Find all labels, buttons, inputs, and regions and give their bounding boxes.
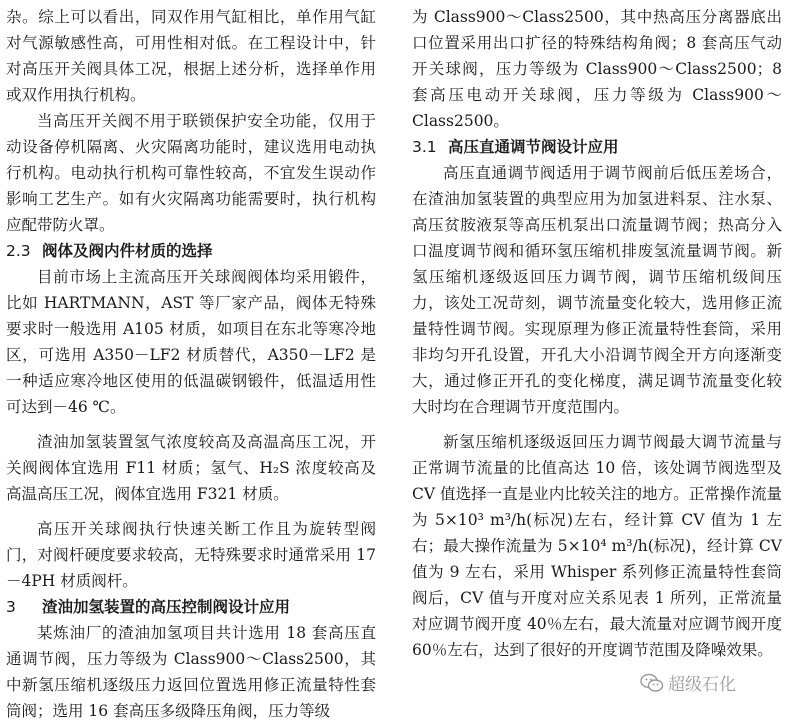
paragraph: 某炼油厂的渣油加氢项目共计选用 18 套高压直通调节阀，压力等级为 Class900～Class2500，其中新氢压缩机逐级压力返回位置选用修正流量特性套筒阀；选用 16 套高压多级降压角阀，压力等级 <box>6 624 376 720</box>
left-column <box>6 4 376 724</box>
section-heading-2-3 <box>6 238 376 264</box>
section-title: 阀体及阀内件材质的选择 <box>42 242 213 260</box>
section-heading-3-1 <box>412 134 782 160</box>
section-number: 3.1 <box>412 138 437 156</box>
wechat-icon <box>640 673 664 693</box>
paragraph: 高压直通调节阀适用于调节阀前后低压差场合，在渣油加氢装置的典型应用为加氢进料泵、注水泵、高压贫胺液泵等高压机泵出口流量调节阀；热高分入口温度调节阀和循环氢压缩机排废氢流量调节阀。新氢压缩机逐级返回压力调节阀，调节压缩机级间压力，该处工况苛刻，调节流量变化较大，选用修正流量特性调节阀。实现原理为修正流量特性套筒，采用非均匀开孔设置，开孔大小沿调节阀全开方向逐渐变大，通过修正开孔的变化梯度，满足调节流量变化较大时均在合理调节开度范围内。 <box>412 164 782 416</box>
watermark-text: 超级石化 <box>668 675 736 695</box>
section-title: 高压直通调节阀设计应用 <box>448 138 619 156</box>
paragraph: 杂。综上可以看出，同双作用气缸相比，单作用气缸对气源敏感性高，可用性相对低。在工程设计中，针对高压开关阀具体工况，根据上述分析，选择单作用或双作用执行机构。 <box>6 8 376 104</box>
section-title: 渣油加氢装置的高压控制阀设计应用 <box>42 598 291 616</box>
paragraph: 为 Class900～Class2500，其中热高压分离器底出口位置采用出口扩径的特殊结构角阀；8 套高压气动开关球阀，压力等级为 Class900～Class2500；8 套高压电动开关球阀，压力等级为 Class900～Class2500。 <box>412 8 782 130</box>
paragraph: 目前市场上主流高压开关球阀阀体均采用锻件，比如 HARTMANN，AST 等厂家产品，阀体无特殊要求时一般选用 A105 材质，如项目在东北等寒冷地区，可选用 A350－LF2 材质替代，A350－LF2 是一种适应寒冷地区使用的低温碳钢锻件，低温适用性可达到－46 ℃。 <box>6 268 376 416</box>
paragraph: 渣油加氢装置氢气浓度较高及高温高压工况，开关阀阀体宜选用 F11 材质；氢气、H₂S 浓度较高及高温高压工况，阀体宜选用 F321 材质。 <box>6 433 376 503</box>
section-heading-3 <box>6 594 376 620</box>
watermark <box>636 668 740 697</box>
section-number: 2.3 <box>6 242 31 260</box>
paragraph: 新氢压缩机逐级返回压力调节阀最大调节流量与正常调节流量的比值高达 10 倍，该处调节阀选型及 CV 值选择一直是业内比较关注的地方。正常操作流量为 5×10³ m³/h(标况)左右，经计算 CV 值为 1 左右；最大操作流量为 5×10⁴ m³/h(标况)，经计算 CV 值为 9 左右，采用 Whisper 系列修正流量特性套筒阀后，CV 值与开度对应关系见表 1 所列，正常流量对应调节阀开度 40％左右，最大流量对应调节阀开度 60％左右，达到了很好的开度调节范围及降噪效果。 <box>412 433 782 659</box>
paragraph: 当高压开关阀不用于联锁保护安全功能，仅用于动设备停机隔离、火灾隔离功能时，建议选用电动执行机构。电动执行机构可靠性较高，不宜发生误动作影响工艺生产。如有火灾隔离功能需要时，执行机构应配带防火罩。 <box>6 112 376 234</box>
section-number: 3 <box>6 598 16 616</box>
paragraph: 高压开关球阀执行快速关断工作且为旋转型阀门，对阀杆硬度要求较高，无特殊要求时通常采用 17－4PH 材质阀杆。 <box>6 520 376 590</box>
right-column <box>412 4 782 663</box>
